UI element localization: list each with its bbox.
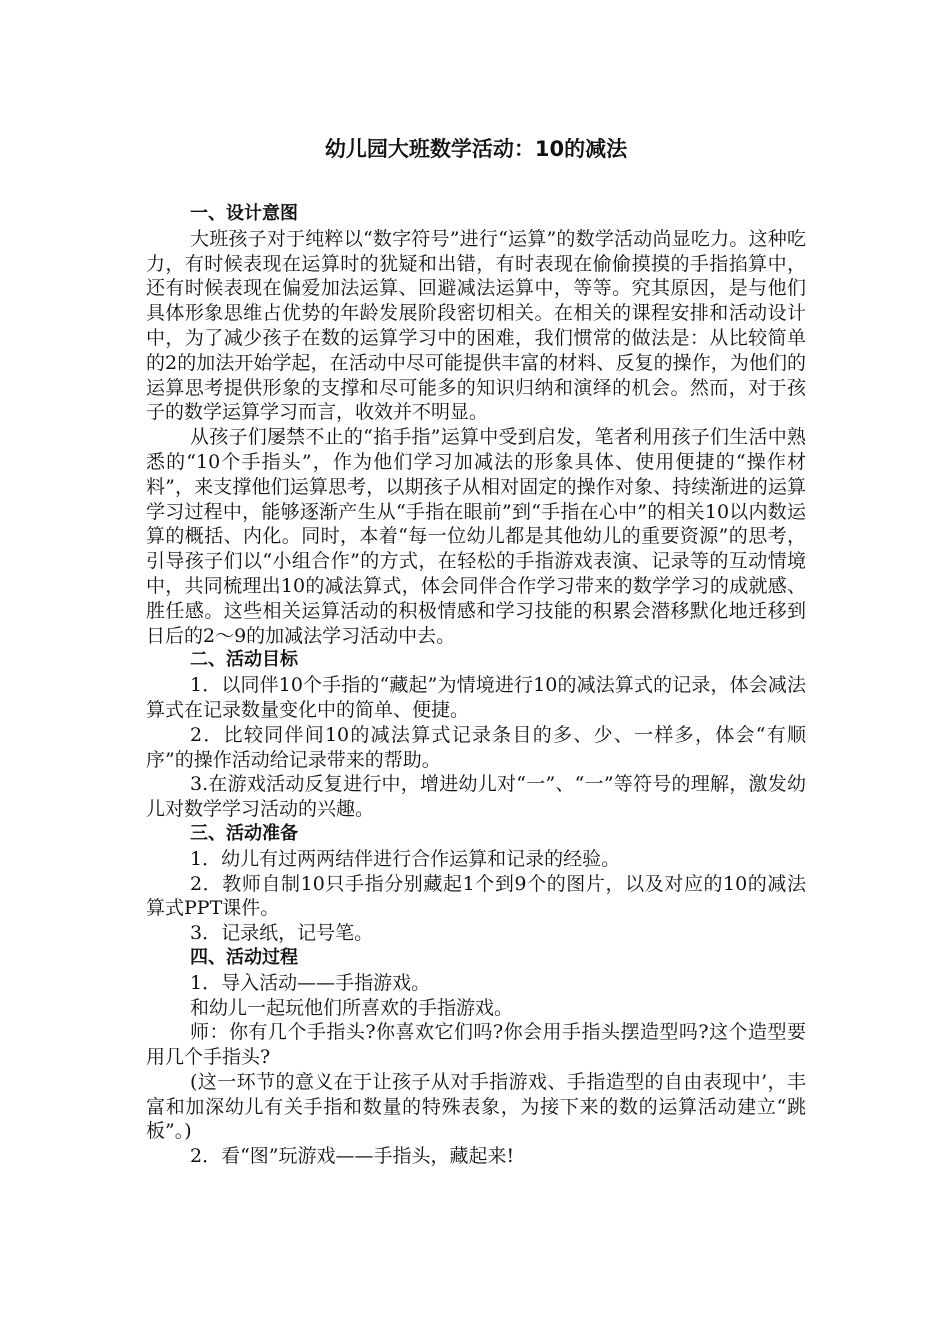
section-heading-goals: 二、活动目标: [190, 649, 298, 671]
paragraph: 2．比较同伴间10的减法算式记录条目的多、少、一样多，体会“有顺序”的操作活动给记录带来的帮助。: [146, 723, 806, 771]
paragraph: 从孩子们屡禁不止的“掐手指”运算中受到启发，笔者利用孩子们生活中熟悉的“10个手指头”，作为他们学习加减法的形象具体、使用便捷的“操作材料”，来支撑他们运算思考，以期孩子从相对固定的操作对象、持续渐进的运算学习过程中，能够逐渐产生从“手指在眼前”到“手指在心中”的相关10以内数运算的概括、内化。同时，本着“每一位幼儿都是其他幼儿的重要资源”的思考，引导孩子们以“小组合作”的方式，在轻松的手指游戏表演、记录等的互动情境中，共同梳理出10的减法算式，体会同伴合作学习带来的数学学习的成就感、胜任感。这些相关运算活动的积极情感和学习技能的积累会潜移默化地迁移到日后的2～9的加减法学习活动中去。: [146, 426, 806, 647]
paragraph: (这一环节的意义在于让孩子从对手指游戏、手指造型的自由表现中’，丰富和加深幼儿有关手指和数量的特殊表象，为接下来的数的运算活动建立“跳板”。): [146, 1070, 806, 1143]
section-heading-process: 四、活动过程: [190, 946, 298, 968]
paragraph: 1．导入活动——手指游戏。: [190, 971, 431, 994]
paragraph: 3．记录纸，记号笔。: [190, 922, 374, 945]
document-title: 幼儿园大班数学活动：10的减法: [324, 137, 628, 161]
paragraph: 和幼儿一起玩他们所喜欢的手指游戏。: [190, 996, 514, 1019]
section-heading-design-intent: 一、设计意图: [190, 203, 298, 224]
paragraph: 2．教师自制10只手指分别藏起1个到9个的图片，以及对应的10的减法算式PPT课件。: [146, 872, 806, 920]
paragraph: 3.在游戏活动反复进行中，增进幼儿对“一”、“一”等符号的理解，激发幼儿对数学学习活动的兴趣。: [146, 773, 806, 821]
section-heading-preparation: 三、活动准备: [190, 822, 298, 844]
paragraph: 师：你有几个手指头?你喜欢它们吗?你会用手指头摆造型吗?这个造型要用几个手指头?: [146, 1021, 806, 1069]
paragraph: 1．以同伴10个手指的“藏起”为情境进行10的减法算式的记录，体会减法算式在记录数量变化中的简单、便捷。: [146, 674, 806, 721]
paragraph: 2．看“图”玩游戏——手指头，藏起来!: [190, 1145, 515, 1168]
paragraph: 1．幼儿有过两两结伴进行合作运算和记录的经验。: [190, 847, 621, 870]
paragraph: 大班孩子对于纯粹以“数字符号”进行“运算”的数学活动尚显吃力。这种吃力，有时候表现在运算时的犹疑和出错，有时表现在偷偷摸摸的手指掐算中，还有时候表现在偏爱加法运算、回避减法运算中，等等。究其原因，是与他们具体形象思维占优势的年龄发展阶段密切相关。在相关的课程安排和活动设计中，为了减少孩子在数的运算学习中的困难，我们惯常的做法是：从比较简单的2的加法开始学起，在活动中尽可能提供丰富的材料、反复的操作，为他们的运算思考提供形象的支撑和尽可能多的知识归纳和演绎的机会。然而，对于孩子的数学运算学习而言，收效并不明显。: [146, 227, 806, 424]
document-page: [146, 134, 806, 1169]
